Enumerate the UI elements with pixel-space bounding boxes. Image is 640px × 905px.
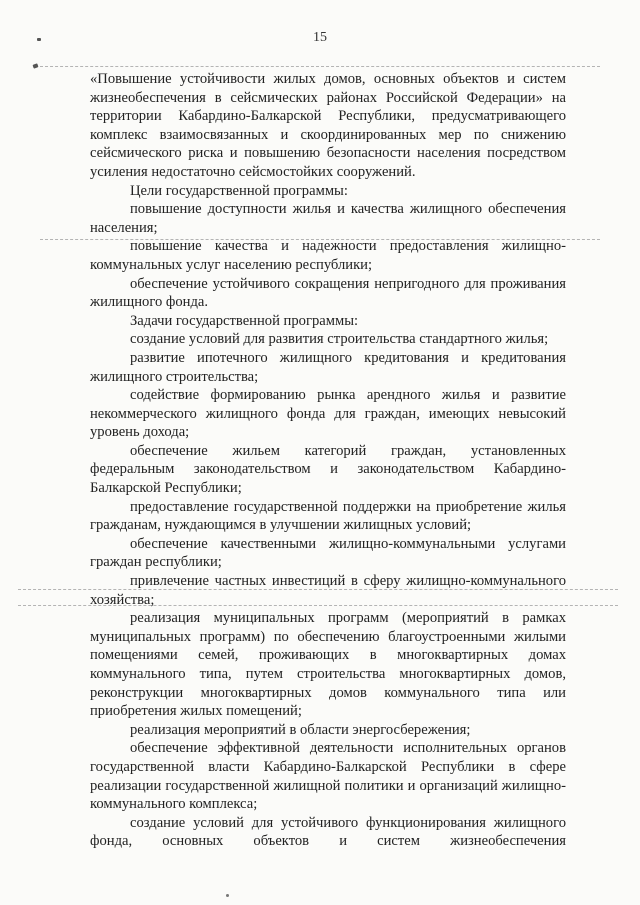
page-number: 15 (313, 30, 327, 45)
scan-speck (37, 38, 41, 41)
paragraph-task-6: обеспечение качественными жилищно-коммунальными услугами граждан республики; (90, 535, 566, 571)
paragraph-task-2: развитие ипотечного жилищного кредитования и кредитования жилищного строительства; (90, 349, 566, 385)
paragraph-goal-1: повышение доступности жилья и качества жилищного обеспечения населения; (90, 201, 566, 236)
paragraph-task-3: содействие формированию рынка арендного жилья и развитие некоммерческого жилищного фонда для граждан, имеющих невысокий уровень дохода; (90, 387, 566, 441)
paragraph-task-11: создание условий для устойчивого функционирования жилищного фонда, основных объектов и систем жизнеобеспечения (90, 814, 566, 850)
scan-artifact-line (40, 66, 600, 67)
document-body (90, 70, 566, 851)
paragraph-goals-heading: Цели государственной программы: (130, 182, 348, 199)
scan-speck (32, 63, 38, 68)
paragraph-task-9: реализация мероприятий в области энергосбережения; (130, 721, 471, 738)
paragraph-task-10: обеспечение эффективной деятельности исполнительных органов государственной власти Кабардино-Балкарской Республики в сфере реализации государственной жилищной политики и организаций жилищно-коммунального комплекса; (90, 740, 566, 813)
paragraph-continuation: «Повышение устойчивости жилых домов, основных объектов и систем жизнеобеспечения в сейсмических районах Российской Федерации» на территории Кабардино-Балкарской Республики, предусматривающего комплекс взаимосвязанных и скоординированных мер по снижению сейсмического риска и повышению безопасности населения посредством усиления недостаточно сейсмостойких сооружений. (90, 71, 566, 180)
paragraph-tasks-heading: Задачи государственной программы: (130, 312, 359, 329)
paragraph-task-8: реализация муниципальных программ (мероприятий в рамках муниципальных программ) по обеспечению благоустроенными жилыми помещениями семей, проживающих в многоквартирных домах коммунального типа, путем строительства многоквартирных домов, реконструкции многоквартирных домов коммунального типа или приобретения жилых помещений; (90, 610, 566, 720)
paragraph-task-7: привлечение частных инвестиций в сферу жилищно-коммунального хозяйства; (90, 573, 566, 608)
paragraph-task-1: создание условий для развития строительства стандартного жилья; (130, 331, 549, 348)
paragraph-task-4: обеспечение жильем категорий граждан, установленных федеральным законодательством и законодательством Кабардино-Балкарской Республики; (90, 442, 566, 497)
paragraph-goal-3: обеспечение устойчивого сокращения непригодного для проживания жилищного фонда. (90, 275, 566, 311)
paragraph-goal-2: повышение качества и надежности предоставления жилищно-коммунальных услуг населению республики; (90, 238, 566, 273)
paragraph-task-5: предоставление государственной поддержки на приобретение жилья гражданам, нуждающимся в улучшении жилищных условий; (90, 498, 566, 534)
scan-speck (226, 894, 229, 897)
